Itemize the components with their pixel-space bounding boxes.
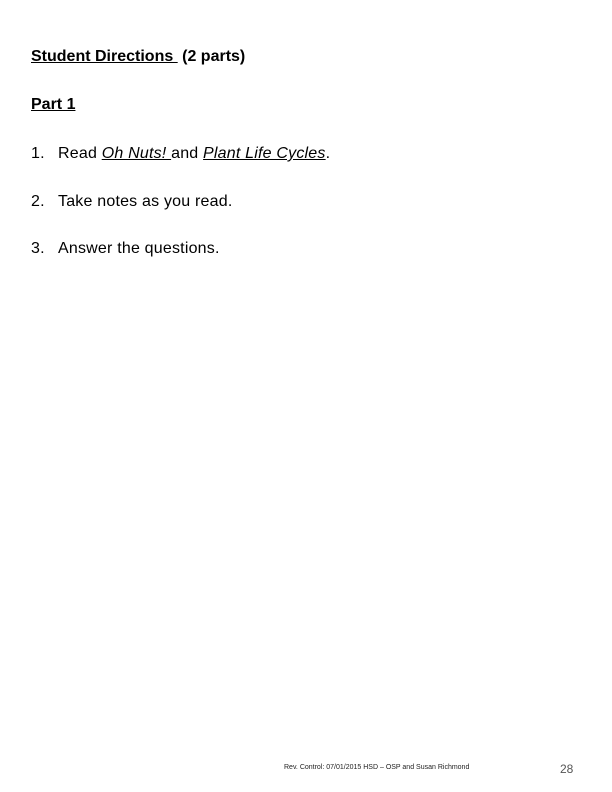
page-heading — [31, 47, 245, 67]
list-item — [31, 192, 330, 212]
heading-parts-note: (2 parts) — [177, 48, 246, 65]
page-number: 28 — [560, 762, 574, 776]
list-item — [31, 144, 330, 164]
step-text: Read — [58, 145, 102, 162]
book-title-oh-nuts: Oh Nuts! — [101, 145, 172, 162]
heading-title: Student Directions — [31, 48, 178, 65]
step-text: and — [171, 145, 204, 162]
book-title-plant-life-cycles: Plant Life Cycles — [203, 145, 326, 162]
directions-list — [31, 144, 330, 287]
part-label: Part 1 — [31, 96, 76, 113]
step-number: 3. — [31, 240, 45, 257]
revision-footer: Rev. Control: 07/01/2015 HSD – OSP and Susan Richmond — [284, 764, 470, 771]
step-text: . — [325, 145, 331, 162]
step-text: Take notes as you read. — [58, 192, 233, 210]
step-text: Answer the questions. — [58, 240, 220, 257]
step-number: 2. — [31, 192, 45, 210]
list-item — [31, 239, 330, 259]
step-number: 1. — [31, 145, 45, 162]
